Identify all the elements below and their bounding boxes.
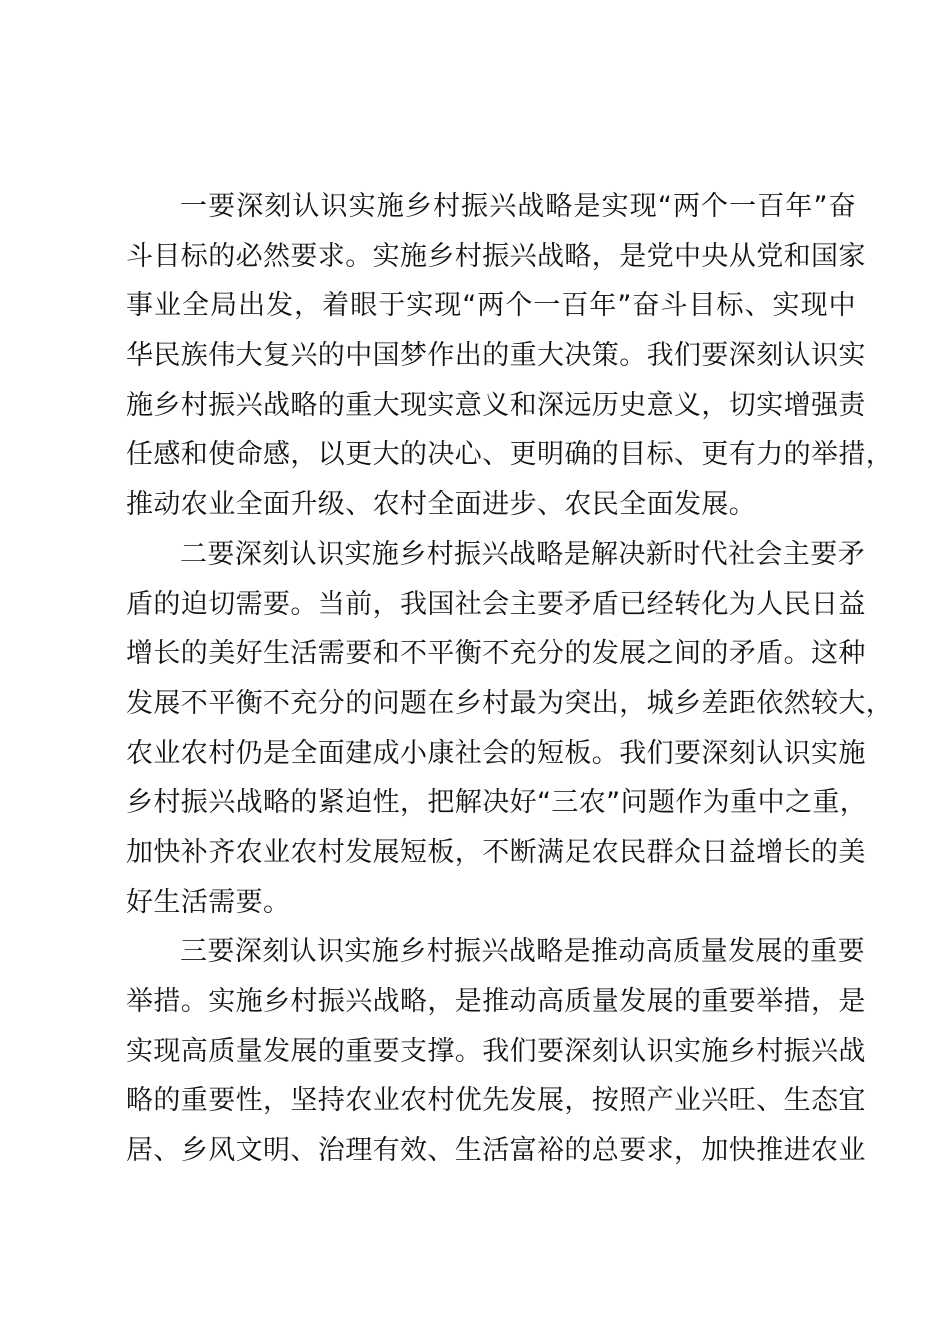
text-line: 二要深刻认识实施乡村振兴战略是解决新时代社会主要矛 — [180, 538, 865, 570]
document-page — [126, 182, 894, 1176]
text-line: 加快补齐农业农村发展短板，不断满足农民群众日益增长的美 — [126, 836, 866, 868]
text-line: 乡村振兴战略的紧迫性，把解决好“三农”问题作为重中之重， — [126, 787, 868, 819]
text-line: 华民族伟大复兴的中国梦作出的重大决策。我们要深刻认识实 — [126, 340, 866, 372]
text-line: 发展不平衡不充分的问题在乡村最为突出，城乡差距依然较大， — [126, 687, 894, 719]
text-line: 事业全局出发，着眼于实现“两个一百年”奋斗目标、实现中 — [126, 290, 856, 322]
text-line: 盾的迫切需要。当前，我国社会主要矛盾已经转化为人民日益 — [126, 588, 866, 620]
text-line: 增长的美好生活需要和不平衡不充分的发展之间的矛盾。这种 — [126, 638, 866, 670]
text-line: 斗目标的必然要求。实施乡村振兴战略，是党中央从党和国家 — [126, 240, 866, 272]
text-line: 举措。实施乡村振兴战略，是推动高质量发展的重要举措，是 — [126, 986, 866, 1017]
text-line: 推动农业全面升级、农村全面进步、农民全面发展。 — [126, 489, 757, 521]
paragraph-3 — [126, 927, 866, 1175]
text-line: 好生活需要。 — [126, 886, 291, 918]
text-line: 一要深刻认识实施乡村振兴战略是实现“两个一百年”奋 — [180, 191, 856, 222]
text-line: 居、乡风文明、治理有效、生活富裕的总要求，加快推进农业 — [126, 1135, 866, 1167]
text-line: 实现高质量发展的重要支撑。我们要深刻认识实施乡村振兴战 — [126, 1035, 866, 1067]
text-line: 三要深刻认识实施乡村振兴战略是推动高质量发展的重要 — [180, 936, 865, 968]
text-line: 略的重要性，坚持农业农村优先发展，按照产业兴旺、生态宜 — [126, 1085, 866, 1117]
text-line: 任感和使命感，以更大的决心、更明确的目标、更有力的举措， — [126, 439, 894, 471]
text-line: 施乡村振兴战略的重大现实意义和深远历史意义，切实增强责 — [126, 389, 866, 421]
text-line: 农业农村仍是全面建成小康社会的短板。我们要深刻认识实施 — [126, 737, 866, 769]
paragraph-1 — [126, 182, 894, 530]
paragraph-2 — [126, 530, 894, 928]
